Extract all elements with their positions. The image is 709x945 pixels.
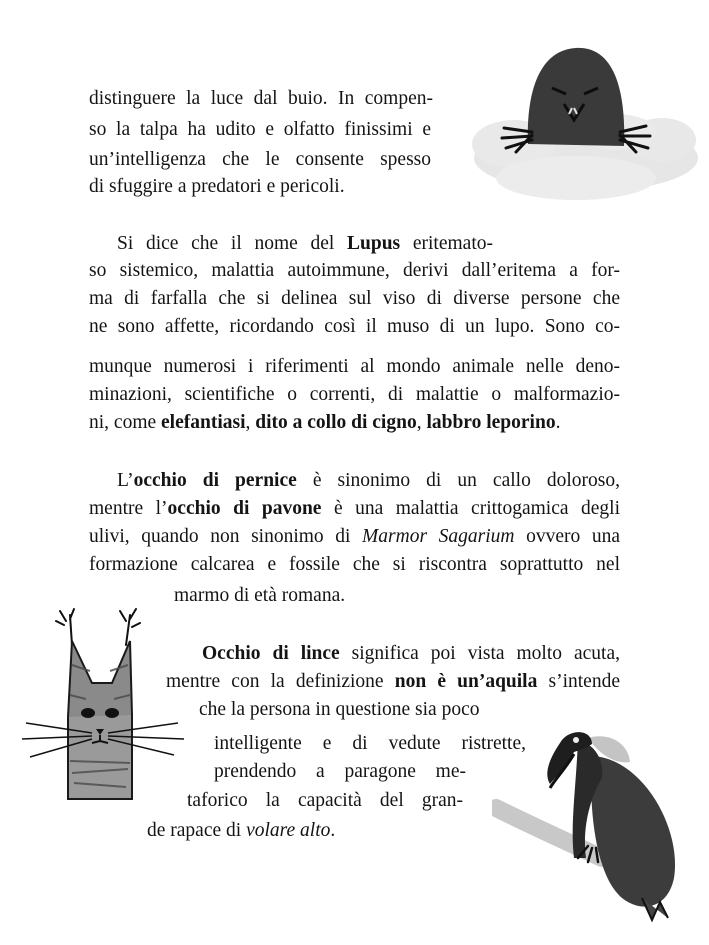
text-line <box>117 468 620 494</box>
text-line <box>89 86 433 112</box>
text-run: significa poi vista molto acuta, <box>339 643 620 664</box>
text-line <box>89 174 345 200</box>
text-line <box>89 117 431 143</box>
text-line <box>89 286 620 312</box>
text-run: so la talpa ha udito e olfatto finissimi e <box>89 119 431 140</box>
text-line <box>89 258 620 284</box>
vulture-wing <box>591 756 675 907</box>
text-run: distinguere la luce dal buio. In compen- <box>89 88 433 109</box>
text-line <box>89 147 431 173</box>
italic-term: Marmor Sagarium <box>362 526 515 547</box>
text-run: L’ <box>117 470 134 491</box>
text-line <box>89 314 620 340</box>
text-run: un’intelligenza che le consente spesso <box>89 149 431 170</box>
text-run: ulivi, quando non sinonimo di <box>89 526 363 547</box>
mole-illustration <box>466 40 706 210</box>
text-line <box>174 583 345 609</box>
text-line <box>89 552 620 578</box>
bold-term: elefantiasi <box>161 412 246 433</box>
text-run: . <box>555 412 561 433</box>
text-line <box>89 382 620 408</box>
text-line <box>89 354 620 380</box>
bold-term: dito a collo di cigno <box>255 412 417 433</box>
text-run: s’intende <box>537 671 620 692</box>
bold-term: Lupus <box>347 233 401 254</box>
text-line <box>89 410 560 436</box>
text-run: ovvero una <box>514 526 621 547</box>
bold-term: occhio di pavone <box>167 498 322 519</box>
text-run: munque numerosi i riferimenti al mondo animale nelle deno- <box>89 356 620 377</box>
vulture-illustration <box>492 718 692 923</box>
text-run: . <box>330 820 336 841</box>
text-line <box>117 231 493 257</box>
italic-term: volare alto <box>246 820 331 841</box>
text-run: è sinonimo di un callo doloroso, <box>296 470 620 491</box>
text-line <box>89 496 620 522</box>
bold-term: non è un’aquila <box>394 671 538 692</box>
text-run: prendendo a paragone me- <box>214 761 466 782</box>
text-run: , <box>416 412 427 433</box>
text-line <box>214 759 466 785</box>
bold-term: Occhio di lince <box>202 643 340 664</box>
text-run: so sistemico, malattia autoimmune, derivi dall’eritema a for- <box>89 260 620 281</box>
text-run: ne sono affette, ricordando così il muso di un lupo. Sono co- <box>89 316 620 337</box>
text-run: de rapace di <box>147 820 247 841</box>
text-run: di sfuggire a predatori e pericoli. <box>89 176 345 197</box>
text-run: , <box>245 412 256 433</box>
text-run: taforico la capacità del gran- <box>187 790 463 811</box>
text-run: marmo di età romana. <box>174 585 346 606</box>
text-run: ni, come <box>89 412 162 433</box>
text-line <box>202 641 620 667</box>
bold-term: occhio di pernice <box>133 470 297 491</box>
bold-term: labbro leporino <box>426 412 556 433</box>
text-line <box>147 818 335 844</box>
text-line <box>199 697 480 723</box>
text-run: formazione calcarea e fossile che si riscontra soprattutto nel <box>89 554 620 575</box>
text-run: ma di farfalla che si delinea sul viso di diverse persone che <box>89 288 620 309</box>
text-line <box>166 669 620 695</box>
lynx-illustration <box>20 605 188 803</box>
text-run: mentre l’ <box>89 498 168 519</box>
text-line <box>187 788 463 814</box>
mole-body <box>528 48 624 146</box>
text-run: Si dice che il nome del <box>117 233 348 254</box>
text-run: eritemato- <box>400 233 493 254</box>
text-run: è una malattia crittogamica degli <box>321 498 620 519</box>
text-run: minazioni, scientifiche o correnti, di malattie o malformazio- <box>89 384 620 405</box>
text-line <box>214 731 526 757</box>
text-run: intelligente e di vedute ristrette, <box>214 733 526 754</box>
text-run: che la persona in questione sia poco <box>199 699 480 720</box>
text-run: mentre con la definizione <box>166 671 395 692</box>
text-line <box>89 524 620 550</box>
